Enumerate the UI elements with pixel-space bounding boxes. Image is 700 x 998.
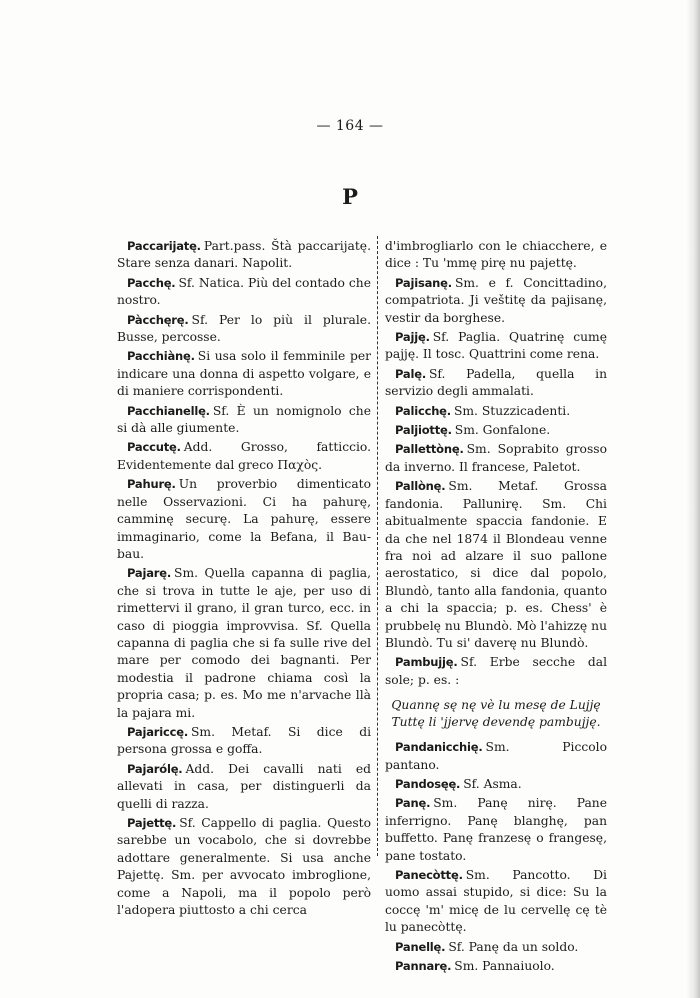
column-divider <box>377 236 378 856</box>
entry <box>117 565 371 722</box>
entry <box>117 815 371 919</box>
entry-continuation <box>385 238 607 273</box>
entry-text: Sf. Natica. Più del contado che nostro. <box>117 275 371 308</box>
entry <box>117 275 371 310</box>
entry-headword: Panellę. <box>395 939 446 954</box>
entry <box>385 795 607 865</box>
entry <box>385 329 607 364</box>
entry-headword: Pallònę. <box>395 479 446 494</box>
entry-headword: Pacchiànę. <box>127 349 195 364</box>
entry <box>117 312 371 347</box>
entry-headword: Pajarę. <box>127 566 172 581</box>
entry-headword: Paccutę. <box>127 440 181 455</box>
entry-headword: Pajariccę. <box>127 724 188 739</box>
entry-text: Add. Dei cavalli nati ed allevati in casa, per distinguerli da quelli di razza. <box>117 761 371 811</box>
entry-headword: Pannarę. <box>395 959 452 974</box>
entry <box>385 275 607 327</box>
entry-headword: Pajettę. <box>127 816 177 830</box>
entry-text: Sf. Per lo più il plurale. Busse, percosse. <box>117 312 371 345</box>
entry-text: Sm. Quella capanna di paglia, che si trova in tutte le aje, per uso di rimettervi il grano, il gran turco, ecc. in caso di pioggia improvvisa. Sf. Quella capanna di paglia che si fa sulle rive del mare per comodo dei bagnanti. Per modestia il padrone chiama così la propria casa; p. es. Mo me n'arvache llà la pajara mi. <box>117 566 371 720</box>
entry-headword: Panę. <box>395 796 431 811</box>
entry <box>385 441 607 476</box>
entry-headword: Palę. <box>395 366 426 381</box>
entry-headword: Palicchę. <box>395 403 451 418</box>
entry-headword: Pajisanę. <box>395 275 452 290</box>
page-edge-shadow <box>686 0 700 998</box>
entry <box>117 761 371 813</box>
entry-text: Sm. Stuzzicadenti. <box>453 403 571 418</box>
entry-text: Part.pass. Štà paccarijatę. Stare senza danari. Napolit. <box>117 239 371 271</box>
entry <box>385 654 607 689</box>
entry-headword: Pacchianellę. <box>127 403 210 418</box>
entry-text: Sf. Asma. <box>463 776 522 791</box>
entry <box>117 238 371 273</box>
entry <box>385 867 607 937</box>
entry-headword: Pacchę. <box>127 275 176 290</box>
verse-line: Tuttę li 'jjervę devendę pambujję. <box>391 715 601 730</box>
entry-text: Sm. Pancotto. Di uomo assai stupido, si dice: Su la coccę 'm' micę de lu cervellę cę tè lu panecòttę. <box>385 868 607 935</box>
entry-text: Sm. Pannaiuolo. <box>454 959 555 974</box>
entry-headword: Paljiottę. <box>395 423 452 438</box>
right-column <box>385 238 607 977</box>
entry-text: Sf. È un nomignolo che si dà alle giumente. <box>117 403 371 436</box>
entry-text: Sf. Padella, quella in servizio degli ammalati. <box>385 366 607 399</box>
entry <box>117 476 371 563</box>
entry <box>117 724 371 759</box>
entry <box>385 422 607 439</box>
entry-headword: Paccarijatę. <box>127 239 201 253</box>
entry-text: Sf. Erbe secche dal sole; p. es. : <box>385 655 607 687</box>
entry <box>385 403 607 420</box>
entry-text: Sf. Panę da un soldo. <box>448 939 579 954</box>
entry-text: Sm. Metaf. Grossa fandonia. Pallunirę. Sm. Chi abitualmente spaccia fandonie. E da che nel 1874 il Blondeau venne fra noi ad alzare il suo pallone aerostatico, si dice dal popolo, Blundò, tanto alla fandonia, quanto a chi la spaccia; p. es. Chess' è prubbelę nu Blundò. Mò l'ahizzę nu Blundò. Tu si' daverę nu Blundò. <box>385 479 607 650</box>
entry <box>385 366 607 401</box>
entry-headword: Pandosęę. <box>395 776 461 791</box>
proverb-verse <box>385 697 607 731</box>
page-number: — 164 — <box>316 118 384 134</box>
entry-headword: Pambujję. <box>395 655 458 670</box>
entry-headword: Pandanicchię. <box>395 740 483 755</box>
entry <box>385 776 607 793</box>
entry-headword: Pahurę. <box>127 477 176 492</box>
entry-headword: Panecòttę. <box>395 868 463 882</box>
entry <box>385 958 607 975</box>
entry-headword: Pàcchęrę. <box>127 312 189 327</box>
entry-text: Add. Grosso, fatticcio. Evidentemente dal greco Παχὸς. <box>117 440 371 472</box>
entry-text: Sf. Paglia. Quatrinę cumę pajję. Il tosc. Quattrini come rena. <box>385 330 607 362</box>
entry <box>385 739 607 774</box>
entry <box>117 348 371 400</box>
entry-text: Sf. Cappello di paglia. Questo sarebbe un vocabolo, che si dovrebbe adottare generalmente. Si usa anche Pajettę. Sm. per avvocato imbroglione, come a Napoli, ma il popolo però l'adopera piuttosto a chi cerca <box>117 816 371 918</box>
entry-headword: Pallettònę. <box>395 442 464 457</box>
entry-text: Sm. Metaf. Si dice di persona grossa e goffa. <box>117 724 371 757</box>
entry-text: Sm. Piccolo pantano. <box>385 740 607 772</box>
entry-headword: Pajarólę. <box>127 761 183 776</box>
entry <box>385 478 607 652</box>
verse-line: Quannę sę nę vè lu mesę de Lujję <box>391 698 601 713</box>
entry <box>117 403 371 438</box>
entry <box>385 939 607 956</box>
section-letter: P <box>342 184 358 209</box>
entry-text: d'imbrogliarlo con le chiacchere, e dice : Tu 'mmę pirę nu pajettę. <box>385 239 607 271</box>
entry-text: Sm. e f. Concittadino, compatriota. Ji veštitę da pajisanę, vestir da borghese. <box>385 275 607 325</box>
entry-text: Si usa solo il femminile per indicare una donna di aspetto volgare, e di maniere corrispondenti. <box>117 349 371 399</box>
entry-text: Un proverbio dimenticato nelle Osservazioni. Ci ha pahurę, camminę securę. La pahurę, essere immaginario, come la Befana, il Bau-bau. <box>117 477 371 561</box>
entry <box>117 439 371 474</box>
entry-text: Sm. Panę nirę. Pane inferrigno. Panę blanghę, pan buffetto. Panę franzesę o frangesę, pane tostato. <box>385 796 607 863</box>
entry-text: Sm. Gonfalone. <box>454 423 551 438</box>
left-column <box>117 238 371 921</box>
entry-headword: Pajję. <box>395 330 430 345</box>
entry-text: Sm. Soprabito grosso da inverno. Il francese, Paletot. <box>385 442 607 474</box>
